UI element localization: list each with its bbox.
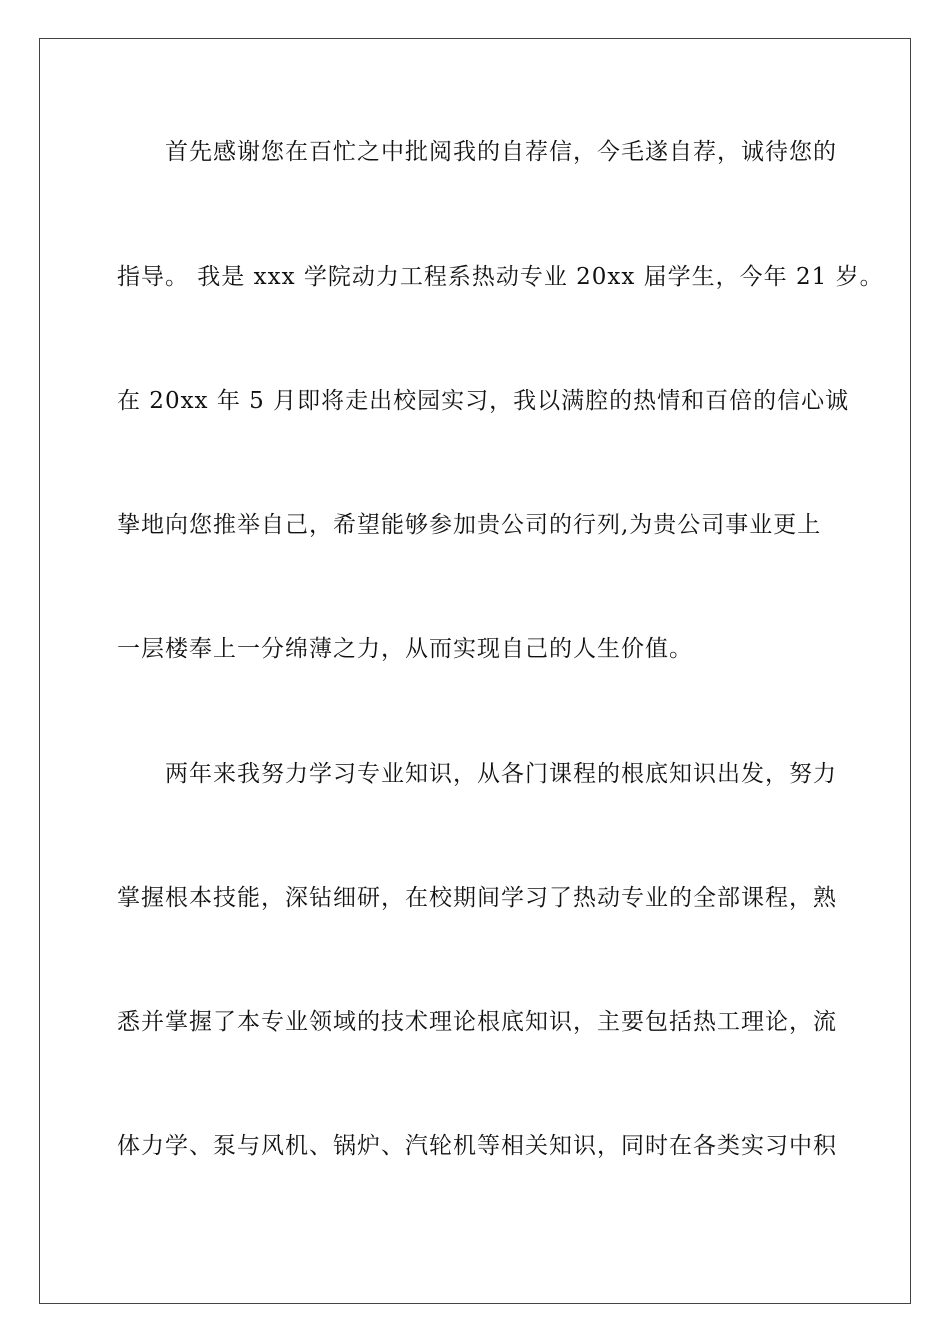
- paragraph-1-line-5: 一层楼奉上一分绵薄之力，从而实现自己的人生价值。: [117, 636, 693, 662]
- paragraph-1-line-2: 指导。 我是 xxx 学院动力工程系热动专业 20xx 届学生，今年 21 岁。: [117, 264, 884, 290]
- page-border: [39, 38, 911, 1304]
- paragraph-2-line-4: 体力学、泵与风机、锅炉、汽轮机等相关知识，同时在各类实习中积: [117, 1133, 837, 1159]
- paragraph-2-line-2: 掌握根本技能，深钻细研，在校期间学习了热动专业的全部课程，熟: [117, 885, 837, 911]
- paragraph-2-line-1: 两年来我努力学习专业知识，从各门课程的根底知识出发，努力: [165, 761, 837, 787]
- paragraph-1-line-1: 首先感谢您在百忙之中批阅我的自荐信，今毛遂自荐，诚待您的: [165, 139, 837, 165]
- paragraph-1-line-3: 在 20xx 年 5 月即将走出校园实习，我以满腔的热情和百倍的信心诚: [117, 388, 850, 414]
- paragraph-2-line-3: 悉并掌握了本专业领域的技术理论根底知识，主要包括热工理论，流: [117, 1009, 837, 1035]
- paragraph-1-line-4: 挚地向您推举自己，希望能够参加贵公司的行列,为贵公司事业更上: [117, 512, 822, 538]
